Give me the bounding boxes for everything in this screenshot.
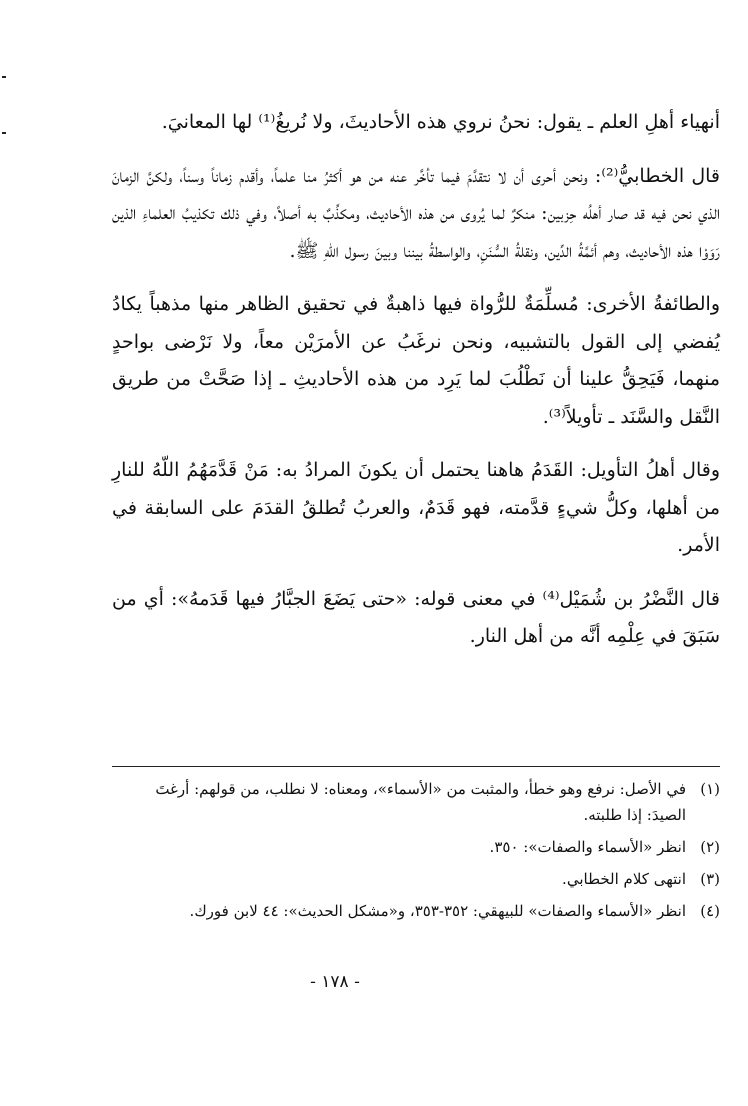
footnote-number: (٣)	[700, 870, 720, 888]
footnote-number: (٤)	[700, 902, 720, 920]
footnotes	[112, 776, 720, 930]
paragraph: أنهياء أهلِ العلم ـ يقول: نحنُ نروي هذه الأحاديثَ، ولا نُريغُ⁽¹⁾ لها المعانيَ.	[161, 111, 720, 133]
footnote	[112, 898, 720, 924]
footnote	[112, 866, 720, 892]
footnote-number: (١)	[700, 780, 720, 798]
footnote-divider	[112, 766, 720, 767]
footnote-text: انظر «الأسماء والصفات»: ٣٥٠.	[489, 838, 686, 856]
paragraph: وقال أهلُ التأويل: القَدَمُ هاهنا يحتمل أن يكونَ المرادُ به: مَنْ قَدَّمَهُمُ اللّهُ للنارِ من أهلها، وكلُّ شيءٍ قدَّمته، فهو قَدَمٌ، والعربُ تُطلقُ القدَمَ على السابقة في الأمر.	[112, 459, 720, 556]
margin-mark	[2, 132, 6, 134]
main-text	[112, 104, 720, 656]
footnote-text: انتهى كلام الخطابي.	[562, 870, 686, 888]
page-number: - ١٧٨ -	[310, 972, 360, 992]
margin-mark	[2, 76, 6, 78]
footnote	[112, 776, 720, 828]
paragraph: قال الخطابيُّ⁽²⁾: ونحن أحرى أن لا نتقدَّمَ فيما تأخَّر عنه من هو أكثرُ منا علماً، وأقدم زماناً وسناً، ولكنَّ الزمانَ الذي نحن فيه قد صار أهلُه حِزبين: منكرٌ لما يُروى من هذه الأحاديث، ومكذِّبٌ به أصلاً، وفي ذلك تكذيبُ العلماءِ الذين رَوَوْا هذه الأحاديث، وهم أئمَّةُ الدِّين، ونقلةُ السُّنَنِ، والواسطةُ بيننا وبينَ رسول اللهِ ﷺ.	[112, 164, 721, 262]
paragraph: قال النَّضْرُ بن شُمَيْل⁽⁴⁾ في معنى قوله: «حتى يَضَعَ الجبَّارُ فيها قَدَمهُ»: أي من سَبَقَ في عِلْمِه أنَّه من أهل النار.	[112, 587, 720, 647]
footnote	[112, 834, 720, 860]
footnote-number: (٢)	[700, 838, 720, 856]
footnote-text: انظر «الأسماء والصفات» للبيهقي: ٣٥٢-٣٥٣، و«مشكل الحديث»: ٤٤ لابن فورك.	[189, 902, 686, 920]
footnote-text: في الأصل: نرفع وهو خطأ، والمثبت من «الأسماء»، ومعناه: لا نطلب، من قولهم: أرغتَ الصيدَ: إذا طلبته.	[155, 780, 686, 824]
paragraph: والطائفةُ الأخرى: مُسلِّمَةٌ للرُّواة فيها ذاهبةٌ في تحقيق الظاهر منها مذهباً يكادُ يُفضي إلى القول بالتشبيه، ونحن نرغَبُ عن الأمرَيْن معاً، ولا نَرْضى بواحدٍ منهما، فَيَحِقُّ علينا أن نَطْلُبَ لما يَرِد من هذه الأحاديثِ ـ إذا صَحَّتْ من طريق النَّقل والسَّنَد ـ تأويلاً⁽³⁾.	[112, 293, 720, 428]
